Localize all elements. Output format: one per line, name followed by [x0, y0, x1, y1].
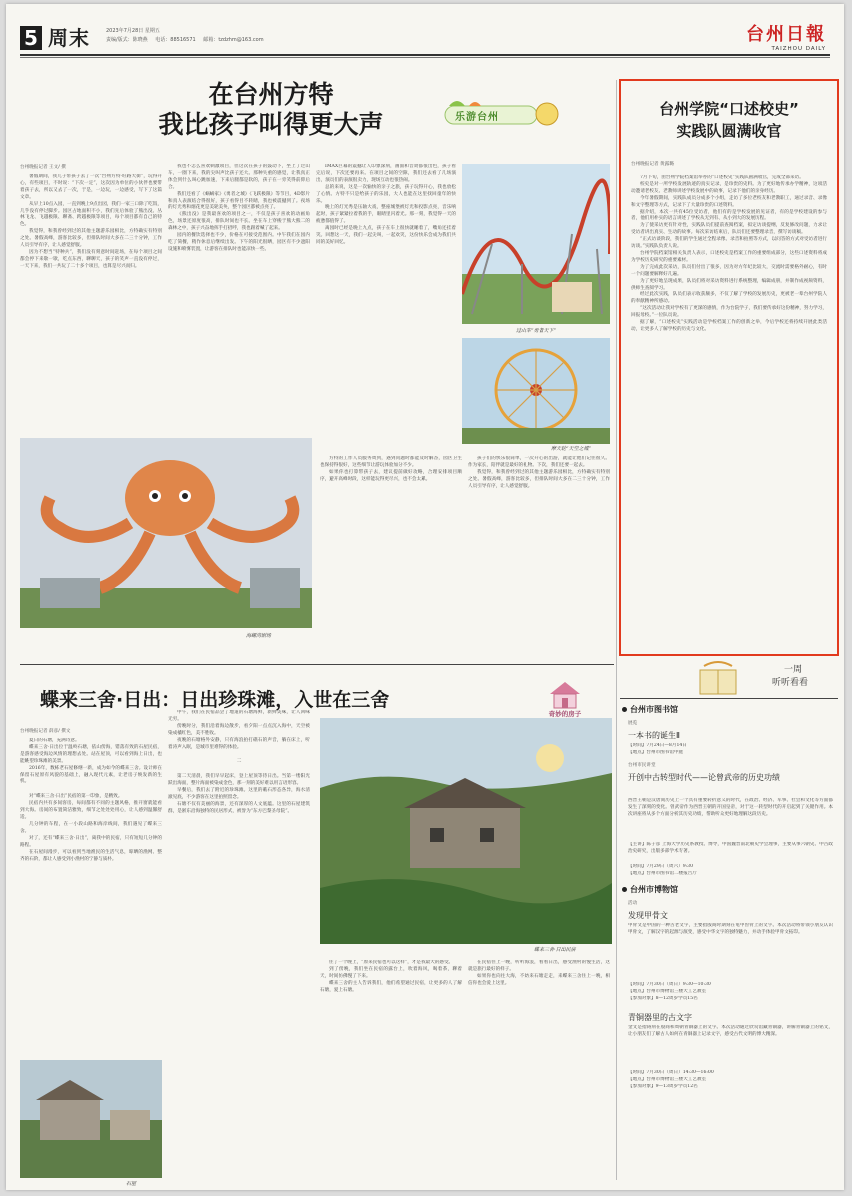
highlight-box [619, 79, 839, 656]
article1-photo-rollercoaster [462, 164, 610, 324]
event1-title: 发现甲骨文 [628, 911, 668, 920]
article3-para: 夏日的石塘，充满诗意。 [29, 738, 80, 743]
caption-octopus: 海螺湾剧场 [246, 633, 272, 639]
section-title: 周末 [48, 26, 90, 50]
event2-time: 【时间】7月30日（周日）14:30—16:00 [628, 1070, 714, 1075]
article3-para: 蝶来三舍的主人告诉我们，他们希望通过民宿，让更多的人了解石塘，爱上石塘。 [320, 980, 462, 993]
caption-ferris: 摩天轮“天空之城” [551, 446, 592, 452]
article2-title: 台州学院“口述校史” [659, 100, 799, 118]
article3-photo-stonehouse [20, 1060, 162, 1178]
event1-body: 甲骨文是中国的一种古老文字，主要指殷商时期刻在龟甲兽骨上的文字。本次活动将带领小朋友认识甲骨文，了解汉字的起源与演变，感受中华文字的独特魅力，并动手体验甲骨文拓印。 [628, 923, 833, 935]
weekly-label-line1: 一周 [784, 665, 803, 675]
article3-para: 在石屋间漫步，可以看到当地渔民的生活气息，晾晒的渔网、整齐的石阶，都让人感受到小渔村的宁静与质朴。 [20, 849, 162, 862]
article1-para: 从早上10点入园，一直到晚上9点出园，我们一家三口除了吃饭，几乎没有停过脚步。园区占地面积不小，我们先后体验了熊出没、丛林飞龙、飞越极限、聊斋、跨越极限等项目，每个项目都有自己的特色。 [20, 201, 162, 228]
article1-para: 《熊出没》是我最喜欢的项目之一，不仅是孩子喜欢的动画角色，场景还原度很高，排队时间也不长。坐在车上穿梭于熊大熊二的森林之中，孩子兴奋地挥手打招呼，我也跟着喊了起来。 [168, 212, 310, 232]
event2-body: 金文是指铸刻在殷商和周朝青铜器上的文字。本次活动通过欣赏馆藏青铜器，讲解青铜器上的铭文，让小朋友们了解古人如何在青铜器上记录文字，感受古代文明的博大精深。 [628, 1025, 833, 1037]
article3-para: 对“蝶来三舍·日出”民宿的第一印象，是精致。 [29, 794, 123, 800]
article3-byline: 台州晚报记者 薛彦/ 撰文 [20, 729, 71, 734]
caption-stonehouse: 石屋 [126, 1181, 137, 1187]
library-name [622, 704, 678, 715]
article1-photo-ferris [462, 338, 610, 444]
weekly-label-line2: 听听看看 [772, 678, 809, 688]
article1-title [106, 80, 436, 140]
lecture-speaker: 【主讲】陈子彦 上海大学历史系教授、博导，中国魏晋南北朝史学会理事，主要从事六朝史、中古政治史研究，出版多部学术专著。 [628, 842, 833, 854]
article3-para: 夜晚的石塘格外安静，只有海浪拍打礁石的声音，躺在床上，听着涛声入眠，是城市里难得的体验。 [168, 737, 310, 750]
article2-para: 7月下旬，由台州学院档案馆举办的“口述校史”实践队圆满收官，完成全部采访。 [640, 175, 804, 180]
article3-rule [20, 664, 614, 665]
event1-time: 【时间】7月30日（周日）9:30—10:30 [628, 982, 711, 987]
header-rule-thin [20, 57, 830, 58]
museum-name-text: 台州市博物馆 [630, 885, 678, 894]
weekly-rule [620, 698, 838, 699]
weekly-header [696, 658, 836, 698]
library-tag-exhibit: 展览 [628, 721, 638, 726]
exhibit-title: 一本书的诞生Ⅱ [628, 731, 680, 740]
museum-name [622, 884, 678, 895]
article3-para: 对了，还有“蝶来三舍·日出”，离我中的民宿，只有短短几分钟的路程。 [20, 835, 162, 848]
article3-section-number: 二 [236, 759, 242, 765]
article1-para: 我也不怎么喜欢刺激项目，但这次在孩子的鼓动下，坐上了过山车，一圈下来，我的尖叫声比孩子还大。那种失重的感觉，让我真正体会到什么叫心跳加速，下来后腿都是软的，孩子在一旁笑得前仰后合。 [168, 164, 310, 190]
event2-title: 青铜器里的古文字 [628, 1013, 692, 1022]
event1-age: 【参加对象】8—12周岁学员15名 [628, 996, 698, 1001]
article3-photo-minsu [320, 718, 612, 944]
article2-para: 据了解，“口述校史”实践活动是学校档案工作的创新之举，今后学校还将持续开展此类活动，让更多人了解学校的历史与文化。 [631, 320, 827, 332]
header-phone: 电话：88516571 [155, 37, 196, 43]
article3-para: 第二天清晨，我们早早起床，登上屋顶等待日出。当第一缕阳光跃出海面，整片海面被染成金色，那一刻的美好难以用言语形容。 [168, 774, 310, 787]
article1-badge [443, 96, 563, 128]
article3-title: 蝶来三舍·日出：日出珍珠滩，入世在三舍 [40, 689, 390, 711]
article3-para: 民宿内共有多间客房，每间都有不同的主题风格，推开窗就能看到大海。房间的布置简洁雅致，细节之处处处用心，让人感到温馨舒适。 [20, 801, 162, 821]
article1-para: 暑假期间，我儿子带孩子去了一次“台州方特·旺路大街”，玩得开心，有些项目，不时说：“下次一定”，这次因为单位的小伙伴也要带着孩子去，所以又去了一次，于是，一边玩，一边感受，写下了这篇文章。 [20, 174, 162, 200]
article2-para: 为了完成此次采访，队员们付出了很多，因为对方年纪比较大，交流时需要格外耐心，有时一个问题要解释好几遍。 [631, 264, 827, 277]
article1-para: 总的来说，这是一次愉快的亲子之旅，孩子玩得开心，我也放松了心情。方特不只是给孩子的乐园，大人也能在这里找回童年的快乐。 [316, 184, 456, 204]
article3-para: 几分钟的车程，在一小段山路和海岸线间，我们遇见了蝶来三舍。 [20, 821, 162, 834]
page-number: 5 [20, 26, 42, 50]
header-editors [106, 37, 264, 44]
article3-badge-label: 奇妙的房子 [548, 710, 582, 718]
article3-para: 傍晚时分，我们沿着海边散步，看夕阳一点点沉入海中，天空被染成橘红色，美不胜收。 [168, 723, 310, 736]
article3-para: 如果你也向往大海，不妨来石塘走走，来蝶来三舍住上一晚，相信你也会爱上这里。 [468, 973, 610, 986]
header-editors-text: 责编/版式：陈晓燕 [106, 37, 148, 43]
article3-col3 [320, 960, 462, 1180]
article1-para: 方特的工作人员服务周到，遇到问题时都能及时解答，园区卫生也保持得很好，这些细节让游玩体验加分不少。 [320, 456, 462, 468]
caption-rollercoaster: 过山车“勇者天下” [516, 328, 557, 334]
event2-age: 【参加对象】9—13周岁学员12名 [628, 1084, 698, 1089]
badge-label: 乐游台州 [455, 112, 499, 123]
article2-body [631, 175, 827, 645]
article3-col4 [468, 960, 610, 1180]
bullet-icon [622, 887, 627, 892]
header-rule [20, 54, 830, 56]
article3-para: 住了一个晚上，“原来民宿也可以这样”，才是我最大的感受。 [329, 960, 454, 965]
article2-para: 今年暑假期间，实践队成员分成多个小组，走访了多位老校友和老教职工，通过录音、录像和文字整理等方式，记录下了大量珍贵的口述资料。 [631, 195, 827, 208]
article2-subtitle: 实践队圆满收官 [676, 122, 782, 140]
header-email: 邮箱：tzdzhm@163.com [203, 37, 264, 43]
article1-photo-octopus [20, 438, 312, 628]
article1-col4 [320, 456, 462, 632]
article2-para: 为了更好地呈现成果，队员们将对采访资料进行系统整理，编辑成册，并制作成视频资料，供师生查阅学习。 [631, 278, 827, 291]
article3-para: 早餐后，我们去了附近的珍珠滩。这里的礁石形态各异，海水清澈见底，不少游客在这里拍照留念。 [168, 788, 310, 801]
article3-col2 [168, 710, 310, 1180]
article1-title-line2: 我比孩子叫得更大声 [158, 110, 384, 139]
lecture-body: 西晋王朝是汉唐间历史上一个具有重要转折意义的时代，在政治、经济、军事、社会和文化等方面都发生了深刻的变化。曾武帝作为西晋王朝的开国皇帝，对于这一转型时代的开启起到了关键作用。本次讲座将从多个方面分析其历史功绩，帮助听众更好地理解这段历史。 [628, 798, 833, 817]
article1-para: 我们还看了《蜗蜗家》《勇者之城》《飞跃极限》等节目，4D影片和真人表演结合得很好，孩子看得目不转睛，我也被震撼到了。夜场的灯光秀和烟花更是美轮美奂，整个园区都被点亮了。 [168, 191, 310, 211]
article1-col1 [20, 174, 162, 436]
book-icon [696, 658, 742, 698]
article2-para: 为了使采访更有针对性，实践队员们提前查阅档案，拟定访谈提纲，反复修改问题，力求让受访者讲出真实、生动的故事。每次采访结束后，队员们还要整理录音，撰写访谈稿。 [631, 223, 827, 236]
newspaper-page [6, 4, 844, 1190]
article1-para: 我觉得，和我曾经到过的其他主题游乐园相比，方特确实有特别之处。暑假高峰，游客比较多，但排队时间大多在二三十分钟，工作人员引导有序，让人感觉舒服。 [20, 229, 162, 249]
article2-para: 校史是对一所学校发展轨迹的真实记录，是珍贵的史料。为了更好地传承办学精神，这项活动邀请老校友、老教师讲述学校发展中的故事，记录下他们的亲身经历。 [631, 181, 827, 194]
article1-title-line1: 在台州方特 [208, 80, 334, 109]
lecture-place: 【地点】台州市图书馆二楼报告厅 [628, 871, 697, 876]
article1-col5 [468, 456, 610, 632]
event1-place: 【地点】台州市博物馆三楼大工艺教室 [628, 989, 707, 994]
article1-para: 晚上的灯光秀是压轴大戏，整座城堡被灯光和投影点亮，音乐响起时，孩子紧紧拉着我的手，眼睛里闪着光。那一刻，我觉得一天的疲惫都值得了。 [316, 205, 456, 225]
article1-byline: 台州晚报记者 王文/ 撰 [20, 165, 66, 170]
lecture-time: 【时间】7月29日（周六）9:30 [628, 864, 694, 869]
article1-para: IMAX巨幕的震撼让人印象深刻，画面和音效都很出色，孩子看完后说，下次还要再来。在项目之间的空隙，我们还去看了几场演出，演员们的表演很卖力，现场互动也很热闹。 [316, 164, 456, 183]
article1-para: 园内的餐饮选择也不少，价格在可接受范围内。中午我们在园内吃了简餐，稍作休息后继续出发。下午的阳光很晒，园区有不少遮阳设施和喷雾装置，让游客在排队时也能凉快一些。 [168, 233, 310, 252]
article3-para: 2016年，数栋老石屋修缮一新，成为如今的蝶来三舍。设计师在保留石屋原有风貌的基础上，融入现代元素，让老房子焕发新的生机。 [20, 765, 162, 785]
article2-byline: 台州晚报记者 黄露璐 [631, 162, 674, 167]
article1-col2 [168, 164, 310, 436]
library-name-text: 台州市图书馆 [630, 705, 678, 714]
article3-para: 到了傍晚，我们坐在民宿的露台上，吹着海风，喝着茶，聊着天，时间仿佛慢了下来。 [320, 966, 462, 979]
exhibit-place: 【地点】台州市图书馆中庭 [628, 750, 684, 755]
article2-para: 台州学院档案馆相关负责人表示，口述校史是档案工作的重要组成部分，这些口述资料将成为学校历史研究的重要素材。 [631, 250, 827, 263]
article2-para: 经过此次实践，队员们表示收获颇多，不仅了解了学校的发展历史，更被老一辈台州学院人的奉献精神所感动。 [631, 292, 827, 305]
column-divider [616, 80, 617, 1180]
newspaper-logo: 台州日報 [746, 24, 826, 45]
header-date: 2023年7月28日 星期五 [106, 28, 160, 34]
article3-col1 [20, 738, 162, 1054]
article1-para: 因为不想当“特种兵”，我们没有刻意时间赶场，在每个项目之间都会停下来歇一歇，吃点东西，聊聊天，孩子的笑声一直没有停过，一天下来，我们一共玩了二十多个项目，也算是尽兴而归。 [20, 249, 162, 269]
library-tag-lecture: 台州市民讲堂 [628, 763, 656, 768]
article1-para: 离园时已经是晚上九点，孩子在车上很快就睡着了，嘴角还挂着笑。回想这一天，我们一起尖叫，一起欢笑，这份快乐会成为我们共同的美好回忆。 [316, 226, 456, 245]
newspaper-logo-sub: TAIZHOU DAILY [771, 46, 826, 52]
museum-tag: 活动 [628, 901, 638, 906]
article2-para: “正式访谈阶段，我们的学生通过全程录像、录音和拍照等方式，以问答的方式对受访者进行访谈。”实践队负责人说。 [631, 237, 827, 250]
article2-para: “这次活动让我对学校有了更深的感情，作为台院学子，我们要传承好这份精神，努力学习，回报母校。”一位队员说。 [631, 306, 827, 319]
article2-para: 据介绍，本次一共有45位受访者，他们有的是学校发展的见证者，有的是学校建设的参与者，他们用朴实的语言讲述了学校从无到有、从小到大的发展历程。 [631, 209, 827, 222]
article3-para: 在民宿住上一晚，听听海浪，看看日出，感受渔村的慢生活，这就是旅行最好的样子。 [468, 960, 610, 972]
article3-para: 蝶来三舍·日出位于温岭石塘，依山傍海，错落有致的石屋民宿，是游客感受海边风情的理想去处。站在屋顶，可以看到海上日出，也能眺望珍珠滩的美景。 [20, 744, 162, 764]
article1-col3 [316, 164, 456, 436]
article3-para: 中午，我们在民宿品尝了地道的石塘海鲜，新鲜美味，让人回味无穷。 [168, 710, 310, 722]
exhibit-time: 【时间】7月24日—8月14日 [628, 743, 687, 748]
event2-place: 【地点】台州市博物馆三楼大工艺教室 [628, 1077, 707, 1082]
article1-para: 如果你也打算带孩子去，建议提前做好攻略，合理安排项目顺序，避开高峰时段，这样能玩得更尽兴，也不会太累。 [320, 469, 462, 482]
article1-para: 我觉得，和我曾经到过的其他主题游乐园相比，方特确实有特别之处。暑假高峰，游客比较多，但排队时间大多在二三十分钟，工作人员引导有序，让人感觉舒服。 [468, 469, 610, 489]
article3-badge [530, 676, 600, 718]
article1-para: 孩子们的快乐很简单，一次开心的出游，就能让他们记住很久。作为家长，陪伴就是最好的礼物。下次，我们还要一起去。 [468, 456, 610, 468]
article3-para: 石塘不仅有美丽的海景，还有深厚的人文底蕴。这里的石屋建筑群，是浙东沿海独特的民居形式，被誉为“东方巴黎圣母院”。 [168, 801, 310, 814]
caption-minsu: 蝶来三舍·日出民宿 [534, 947, 576, 953]
bullet-icon [622, 707, 627, 712]
lecture-title: 开创中古转型时代——论曾武帝的历史功绩 [628, 773, 780, 782]
